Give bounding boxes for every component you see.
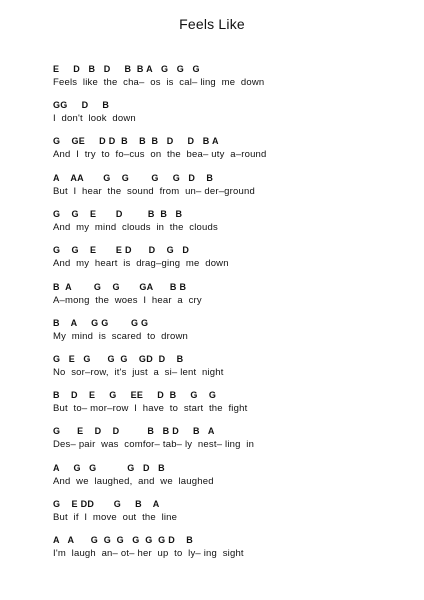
lyric-line: I don't look down: [53, 113, 136, 124]
lyric-line: And my mind clouds in the clouds: [53, 222, 218, 233]
stanza: [53, 354, 393, 379]
lyric-line: But I hear the sound from un– der–ground: [53, 186, 255, 197]
lyric-line: But if I move out the line: [53, 512, 178, 523]
note-line: A A G G G G G G D B: [53, 535, 194, 545]
lyric-line: Des– pair was comfor– tab– ly nest– ling in: [53, 439, 255, 450]
note-line: G E G G G GD D B: [53, 354, 184, 364]
note-line: A G G G D B: [53, 463, 165, 473]
song-title: Feels Like: [179, 16, 245, 32]
lyric-line: My mind is scared to drown: [53, 331, 189, 342]
lyric-line: And I try to fo–cus on the bea– uty a–round: [53, 149, 267, 160]
note-line: B A G G G G: [53, 318, 149, 328]
stanza: [53, 245, 393, 270]
note-line: G E D D B B D B A: [53, 426, 215, 436]
stanza: [53, 390, 393, 415]
note-line: B A G G GA B B: [53, 282, 187, 292]
note-line: G GE D D B B B D D B A: [53, 136, 219, 146]
lyric-line: But to– mor–row I have to start the fight: [53, 403, 248, 414]
note-line: G G E D B B B: [53, 209, 183, 219]
stanza: [53, 463, 393, 488]
note-line: G E DD G B A: [53, 499, 160, 509]
lyric-line: And my heart is drag–ging me down: [53, 258, 229, 269]
note-line: GG D B: [53, 100, 110, 110]
stanza: [53, 499, 393, 524]
stanza: [53, 136, 393, 161]
stanza: [53, 535, 393, 560]
note-line: E D B D B B A G G G: [53, 64, 200, 74]
stanza: [53, 173, 393, 198]
note-line: B D E G EE D B G G: [53, 390, 217, 400]
note-line: G G E E D D G D: [53, 245, 190, 255]
stanza: [53, 209, 393, 234]
lyric-line: And we laughed, and we laughed: [53, 476, 214, 487]
lyric-line: No sor–row, it's just a si– lent night: [53, 367, 224, 378]
stanza: [53, 100, 393, 125]
note-line: A AA G G G G D B: [53, 173, 214, 183]
stanza: [53, 318, 393, 343]
lyric-line: A–mong the woes I hear a cry: [53, 295, 202, 306]
stanza: [53, 64, 393, 89]
stanza: [53, 426, 393, 451]
lyric-line: Feels like the cha– os is cal– ling me down: [53, 77, 265, 88]
lyric-line: I'm laugh an– ot– her up to ly– ing sight: [53, 548, 244, 559]
stanza: [53, 282, 393, 307]
